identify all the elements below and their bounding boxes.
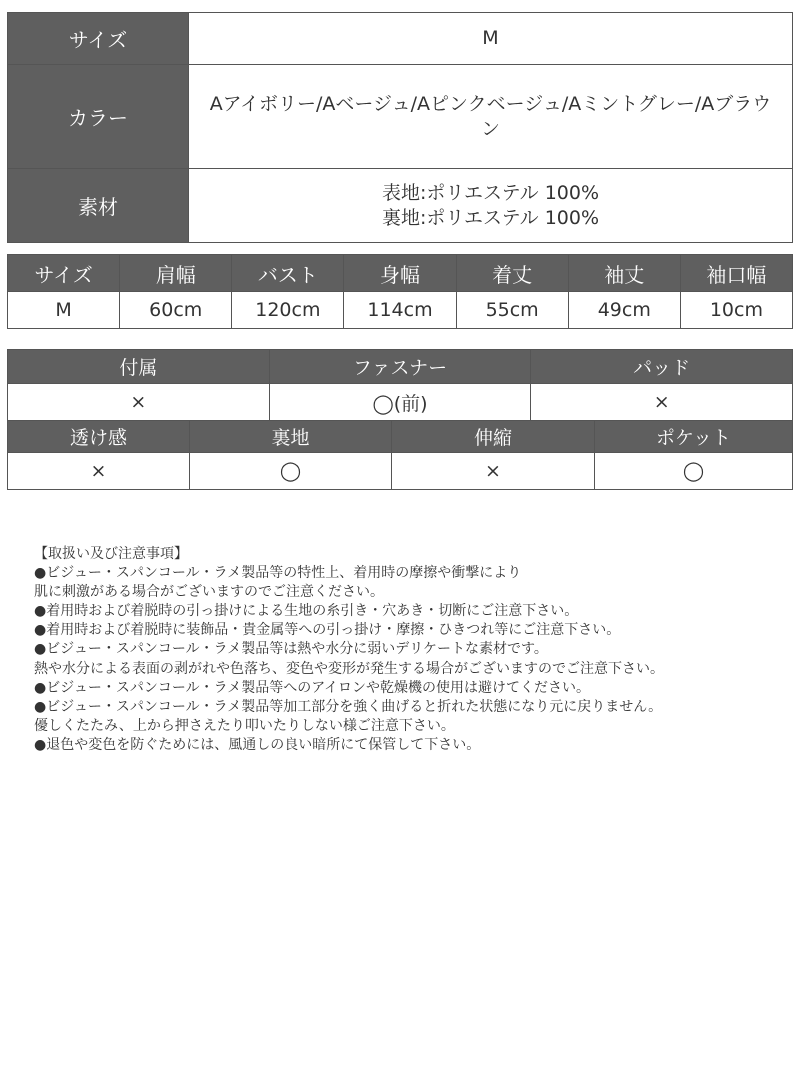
parts1-cell-accessory: ×: [8, 384, 270, 421]
parts1-header-accessory: 付属: [8, 350, 270, 384]
size-header-size: サイズ: [8, 255, 120, 292]
spec-table: [7, 12, 793, 243]
size-cell-body-width: 114cm: [344, 292, 456, 329]
care-note-line: ●ビジュー・スパンコール・ラメ製品等加工部分を強く曲げると折れた状態になり元に戻りません。: [34, 698, 663, 715]
parts1-header-zipper: ファスナー: [269, 350, 531, 384]
size-cell-size: M: [8, 292, 120, 329]
size-header-shoulder: 肩幅: [120, 255, 232, 292]
care-note-line: ●ビジュー・スパンコール・ラメ製品等は熱や水分に弱いデリケートな素材です。: [34, 641, 548, 658]
size-header-sleeve-length: 袖丈: [568, 255, 680, 292]
spec-color-value: Aアイボリー/Aベージュ/Aピンクベージュ/Aミントグレー/Aブラウン: [189, 65, 793, 169]
material-line-outer: 表地:ポリエステル 100%: [381, 181, 600, 204]
size-header-bust: バスト: [232, 255, 344, 292]
parts1-header-row: [8, 350, 793, 384]
size-header-length: 着丈: [456, 255, 568, 292]
care-note-line: ●ビジュー・スパンコール・ラメ製品等の特性上、着用時の摩擦や衝撃により: [34, 565, 522, 582]
care-notes: [34, 545, 794, 755]
parts2-cell-sheerness: ×: [8, 453, 190, 490]
parts2-cell-stretch: ×: [392, 453, 595, 490]
parts2-header-lining: 裏地: [190, 421, 392, 453]
spec-row-size: [8, 13, 793, 65]
size-cell-sleeve-length: 49cm: [568, 292, 680, 329]
parts1-cell-zipper: ◯(前): [269, 384, 531, 421]
parts2-header-sheerness: 透け感: [8, 421, 190, 453]
parts1-header-pad: パッド: [531, 350, 793, 384]
parts-table-2: [7, 420, 793, 490]
size-table-header-row: [8, 255, 793, 292]
size-table-row: [8, 292, 793, 329]
care-note-line: 肌に刺激がある場合がございますのでご注意ください。: [34, 584, 384, 601]
parts2-cell-pocket: ◯: [595, 453, 793, 490]
spec-row-material: [8, 169, 793, 243]
size-header-body-width: 身幅: [344, 255, 456, 292]
material-line-lining: 裏地:ポリエステル 100%: [381, 206, 600, 229]
parts2-row: [8, 453, 793, 490]
spec-material-value: [189, 169, 793, 243]
parts2-header-pocket: ポケット: [595, 421, 793, 453]
care-note-line: 熱や水分による表面の剥がれや色落ち、変色や変形が発生する場合がございますのでご注意下さい。: [34, 660, 664, 677]
care-notes-heading: 【取扱い及び注意事項】: [34, 546, 188, 562]
parts-table-1: [7, 349, 793, 421]
size-table: [7, 254, 793, 329]
care-note-line: ●着用時および着脱時に装飾品・貴金属等への引っ掛け・摩擦・ひきつれ等にご注意下さい。: [34, 622, 621, 639]
spec-material-label: 素材: [8, 169, 189, 243]
spec-size-value: M: [189, 13, 793, 65]
size-header-cuff-width: 袖口幅: [680, 255, 792, 292]
size-cell-bust: 120cm: [232, 292, 344, 329]
care-note-line: ●着用時および着脱時の引っ掛けによる生地の糸引き・穴あき・切断にご注意下さい。: [34, 603, 579, 620]
spec-row-color: [8, 65, 793, 169]
care-note-line: ●ビジュー・スパンコール・ラメ製品等へのアイロンや乾燥機の使用は避けてください。: [34, 679, 590, 696]
size-cell-cuff-width: 10cm: [680, 292, 792, 329]
size-cell-shoulder: 60cm: [120, 292, 232, 329]
spec-size-label: サイズ: [8, 13, 189, 65]
parts1-row: [8, 384, 793, 421]
parts2-header-row: [8, 421, 793, 453]
care-note-line: ●退色や変色を防ぐためには、風通しの良い暗所にて保管して下さい。: [34, 736, 481, 753]
care-note-line: 優しくたたみ、上から押さえたり叩いたりしない様ご注意下さい。: [34, 717, 455, 734]
spec-color-label: カラー: [8, 65, 189, 169]
parts1-cell-pad: ×: [531, 384, 793, 421]
parts2-cell-lining: ◯: [190, 453, 392, 490]
size-cell-length: 55cm: [456, 292, 568, 329]
parts2-header-stretch: 伸縮: [392, 421, 595, 453]
